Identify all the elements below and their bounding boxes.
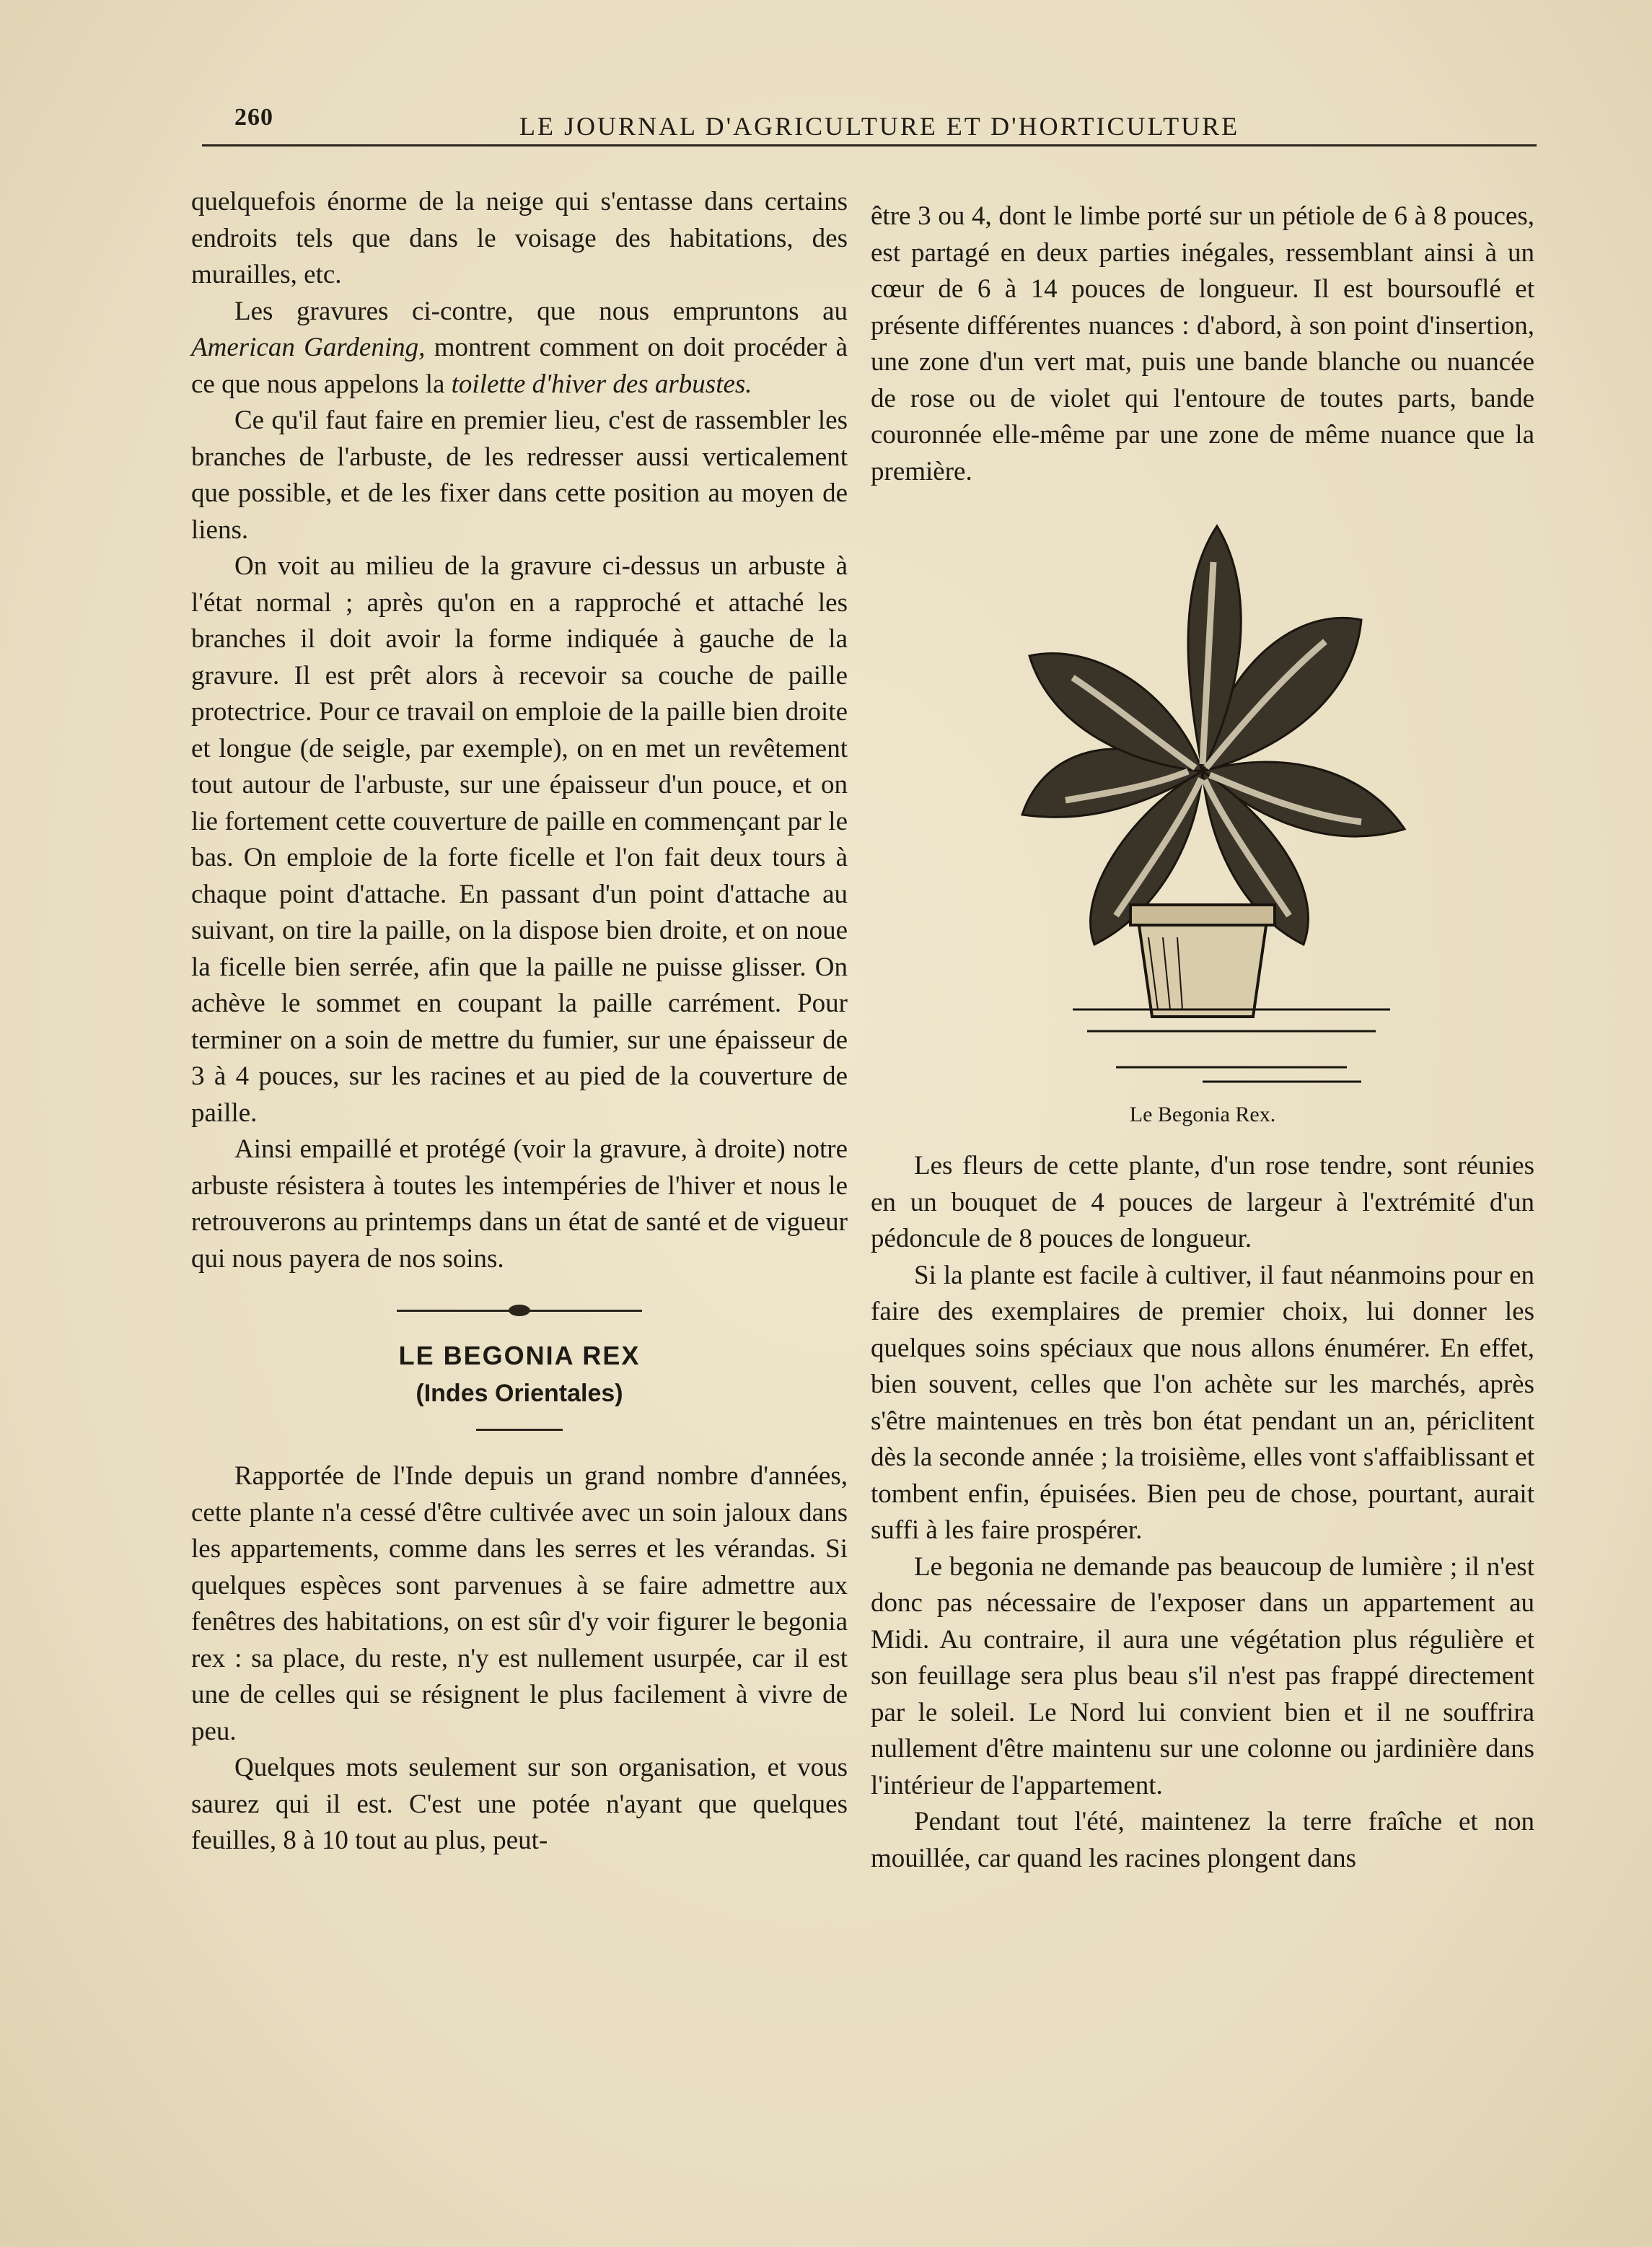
left-column (191, 184, 848, 1860)
title-rule (476, 1429, 563, 1431)
paragraph: Si la plante est facile à cultiver, il faut néanmoins pour en faire des exemplaires de premier choix, lui donner les quelques soins spéciaux que nous allons énumérer. En effet, bien souvent, celles que l'on achète sur les marchés, après s'être maintenues en très bon état pendant un an, périclitent dès la seconde année ; la troisième, elles vont s'affaiblissant et tombent enfin, épuisées. Bien peu de chose, pourtant, aurait suffi à les faire prospérer. (871, 1260, 1534, 1545)
paragraph: être 3 ou 4, dont le limbe porté sur un pétiole de 6 à 8 pouces, est partagé en deux parties inégales, ressemblant ainsi à un cœur de 6 à 14 pouces de longueur. Il est boursouflé et présente différentes nuances : d'abord, à son point d'insertion, une zone d'un vert mat, puis une bande blanche ou nuancée de rose ou de violet qui l'entoure de toutes parts, bande couronnée elle-même par une zone de même nuance que la première. (871, 201, 1534, 486)
page-number: 260 (234, 104, 273, 131)
paragraph: Quelques mots seulement sur son organisation, et vous saurez qui il est. C'est une potée n'ayant que quelques feuilles, 8 à 10 tout au plus, peut- (191, 1753, 848, 1855)
paragraph: Rapportée de l'Inde depuis un grand nombre d'années, cette plante n'a cessé d'être cultivée avec un soin jaloux dans les appartements, comme dans les serres et les vérandas. Si quelques espèces sont parvenues à se faire admettre aux fenêtres des habitations, on est sûr d'y voir figurer le begonia rex : sa place, du reste, n'y est nullement usurpée, car il est une de celles qui se résignent le plus facilement à vivre de peu. (191, 1461, 848, 1746)
paragraph: On voit au milieu de la gravure ci-dessus un arbuste à l'état normal ; après qu'on en a rapproché et attaché les branches il doit avoir la forme indiquée à gauche de la gravure. Il est prêt alors à recevoir sa couche de paille protectrice. Pour ce travail on emploie de la paille bien droite et longue (de seigle, par exemple), on en met un revêtement tout autour de l'arbuste, sur une épaisseur d'un pouce, et on lie fortement cette couverture de paille en commençant par le bas. On emploie de la forte ficelle et l'on fait deux tours à chaque point d'attache. En passant d'un point d'attache au suivant, on tire la paille, on la dispose bien droite, et on noue la ficelle bien serrée, afin que la paille ne puisse glisser. On achève le sommet en coupant la paille carrément. Pour terminer on a soin de mettre du fumier, sur une épaisseur de 3 à 4 pouces, sur les racines et au pied de la couverture de paille. (191, 551, 848, 1128)
paragraph: Pendant tout l'été, maintenez la terre fraîche et non mouillée, car quand les racines plongent dans (871, 1807, 1534, 1873)
article-title: LE BEGONIA REX (398, 1341, 641, 1370)
paragraph: Ce qu'il faut faire en premier lieu, c'est de rassembler les branches de l'arbuste, de les redresser aussi verticalement que possible, et de les fixer dans cette position au moyen de liens. (191, 406, 848, 545)
header-rule (202, 144, 1537, 146)
text-run: Les gravures ci-contre, que nous empruntons au (234, 296, 848, 326)
running-head: LE JOURNAL D'AGRICULTURE ET D'HORTICULTURE (519, 112, 1240, 141)
page-header (202, 101, 1537, 159)
begonia-figure (972, 512, 1433, 1131)
right-column (871, 198, 1534, 1877)
figure-caption: Le Begonia Rex. (1129, 1103, 1276, 1126)
paragraph (191, 294, 848, 403)
section-ornament (397, 1305, 642, 1316)
paragraph: Les fleurs de cette plante, d'un rose tendre, sont réunies en un bouquet de 4 pouces de largeur à l'extrémité d'un pédoncule de 8 pouces de longueur. (871, 1151, 1534, 1253)
paragraph: Le begonia ne demande pas beaucoup de lumière ; il n'est donc pas nécessaire de l'exposer dans un appartement au Midi. Au contraire, il aura une végétation plus régulière et son feuillage sera plus beau s'il n'est pas frappé directement par le soleil. Le Nord lui convient bien et il ne souffrira nullement d'être maintenu sur une colonne ou jardinière dans l'intérieur de l'appartement. (871, 1551, 1534, 1800)
paragraph: Ainsi empaillé et protégé (voir la gravure, à droite) notre arbuste résistera à toutes les intempéries de l'hiver et nous le retrouverons au printemps dans un état de santé et de vigueur qui nous payera de nos soins. (191, 1134, 848, 1274)
ornament-dot (509, 1305, 530, 1316)
article-subtitle: (Indes Orientales) (416, 1380, 623, 1407)
text-run: montrent comment on doit procéder à ce que nous appelons la (191, 333, 848, 399)
begonia-illustration (986, 512, 1419, 1096)
italic-title: American Gardening, (191, 333, 426, 362)
paragraph: quelquefois énorme de la neige qui s'entasse dans certains endroits tels que dans le voisage des habitations, des murailles, etc. (191, 187, 848, 289)
italic-phrase: toilette d'hiver des arbustes. (451, 369, 752, 399)
